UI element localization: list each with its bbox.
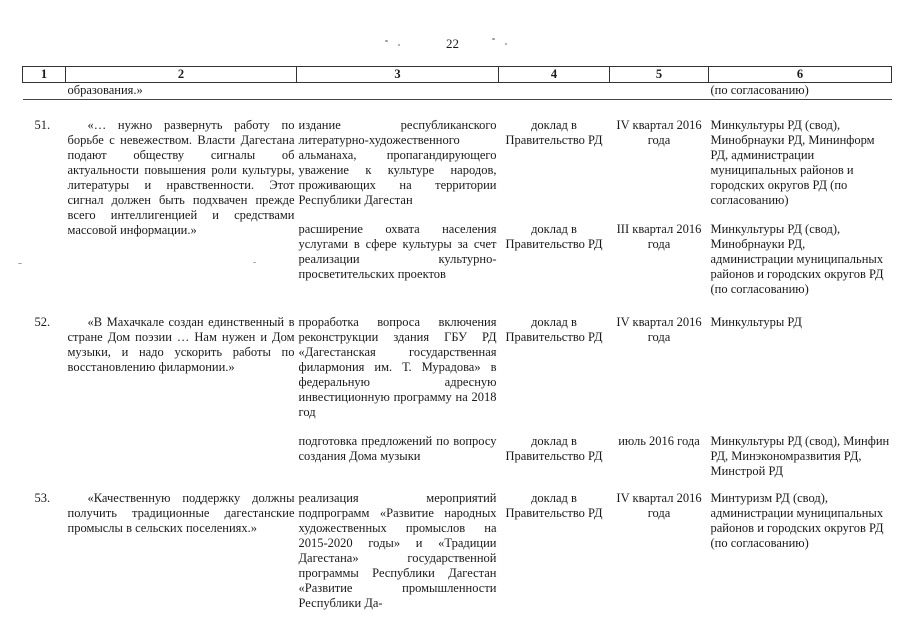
item-term: IV квартал 2016 года	[616, 491, 702, 520]
item-number: 53.	[34, 491, 51, 505]
header-col-2: 2	[66, 67, 297, 83]
scan-artifact	[385, 40, 388, 42]
table-row	[23, 118, 892, 208]
header-col-6: 6	[709, 67, 892, 83]
item-report: доклад в Правительство РД	[505, 491, 603, 520]
item-measure: реализация мероприятий подпрограмм «Развитие народных художественных промыслов на 2015-2020 годы» и «Традиции Дагестана» государственной программы Республики Дагестан «Развитие промышленности Республики Да-	[298, 491, 497, 610]
item-term: июль 2016 года	[618, 434, 700, 448]
item-executors: Минкультуры РД (свод), Минобрнауки РД, администрации муниципальных районов и городских округов РД (по согласованию)	[710, 222, 884, 296]
item-term: IV квартал 2016 года	[616, 118, 702, 147]
item-measure: издание республиканского литературно-художественного альманаха, пропагандирующего уважение к культуре народов, проживающих на территории Республики Дагестан	[298, 118, 497, 207]
scan-artifact	[505, 43, 507, 45]
header-row	[23, 67, 892, 83]
table-row	[23, 315, 892, 420]
plan-table	[22, 66, 892, 611]
header-col-5: 5	[610, 67, 709, 83]
item-executors: Минкультуры РД	[710, 315, 802, 329]
item-term: IV квартал 2016 года	[616, 315, 702, 344]
item-executors: Минкультуры РД (свод), Минфин РД, Минэкономразвития РД, Минстрой РД	[710, 434, 890, 478]
continuation-row	[23, 83, 892, 100]
item-measure: расширение охвата населения услугами в сфере культуры за счет реализации культурно-просветительских проектов	[298, 222, 497, 281]
header-col-4: 4	[499, 67, 610, 83]
item-quote: «Качественную поддержку должны получить традиционные дагестанские промыслы в сельских поселениях.»	[67, 491, 295, 535]
continuation-executors: (по согласованию)	[709, 83, 892, 100]
item-executors: Минтуризм РД (свод), администрации муниципальных районов и городских округов РД (по согласованию)	[710, 491, 884, 550]
item-measure: подготовка предложений по вопросу создания Дома музыки	[298, 434, 497, 463]
item-report: доклад в Правительство РД	[505, 118, 603, 147]
item-quote: «В Махачкале создан единственный в стране Дом поэзии … Нам нужен и Дом музыки, и надо ускорить работы по восстановлению филармонии.»	[67, 315, 295, 374]
scan-artifact	[492, 38, 495, 40]
header-col-3: 3	[297, 67, 499, 83]
item-measure: проработка вопроса включения реконструкции здания ГБУ РД «Дагестанская государственная филармония им. Т. Мурадова» в федеральную адресную инвестиционную программу на 2018 год	[298, 315, 497, 419]
item-report: доклад в Правительство РД	[505, 315, 603, 344]
item-term: III квартал 2016 года	[616, 222, 702, 251]
item-number: 52.	[34, 315, 51, 329]
header-col-1: 1	[23, 67, 66, 83]
table-row	[23, 491, 892, 611]
item-report: доклад в Правительство РД	[505, 222, 603, 251]
item-report: доклад в Правительство РД	[505, 434, 603, 463]
scan-artifact	[398, 44, 400, 46]
continuation-quote: образования.»	[66, 83, 297, 100]
item-number: 51.	[34, 118, 51, 132]
page-number: 22	[446, 36, 459, 51]
item-quote: «… нужно развернуть работу по борьбе с невежеством. Власти Дагестана подают обществу сигналы об актуальности повышения роли культуры, литературы и нравственности. Этот сигнал должен быть подхвачен прежде всего интеллигенцией и средствами массовой информации.»	[67, 118, 295, 237]
item-executors: Минкультуры РД (свод), Минобрнауки РД, Мининформ РД, администрации муниципальных районов и городских округов РД (по согласованию)	[710, 118, 875, 207]
